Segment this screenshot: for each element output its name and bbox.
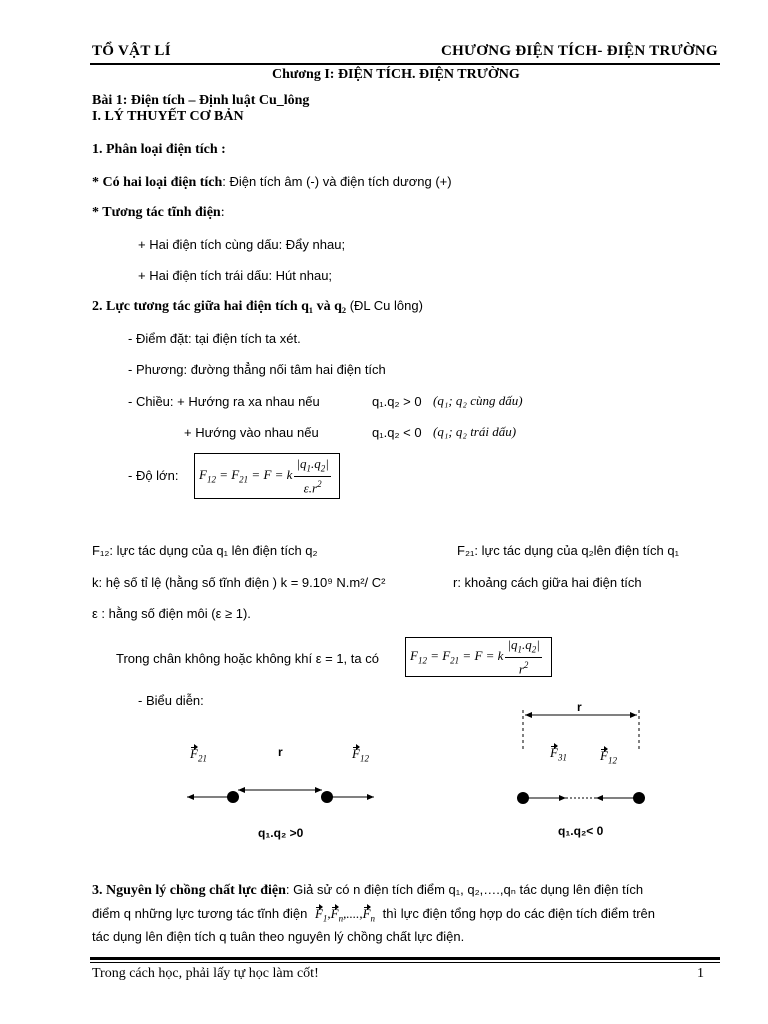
s2-point: - Điểm đặt: tại điện tích ta xét. [128, 331, 301, 346]
s1-heading: 1. Phân loại điện tích : [92, 142, 226, 157]
left-label-f21: $F_{21}$ [190, 746, 207, 764]
coulomb-formula-fraction: $\frac{|q_1.q_2|}{\varepsilon.r^2}$ [296, 456, 329, 495]
s2-vacuum-text: Trong chân không hoặc không khí ε = 1, ta có [116, 651, 379, 666]
footer-rule-thick [90, 957, 720, 960]
s1-charge-types-bold: * Có hai loại điện tích [92, 175, 223, 190]
s1-bullet-same: + Hai điện tích cùng dấu: Đẩy nhau; [138, 237, 346, 252]
left-label-f12: $F_{12}$ [352, 746, 369, 764]
section-title: I. LÝ THUYẾT CƠ BẢN [92, 109, 244, 124]
s2-eps-def: ε : hằng số điện môi (ε ≥ 1). [92, 606, 251, 621]
s3-line2-a: điểm q những lực tương tác tĩnh điện [92, 906, 308, 921]
s3-heading-bold: 3. Nguyên lý chồng chất lực điện [92, 883, 286, 898]
right-label-r: r [577, 700, 582, 714]
left-charge-q2 [321, 791, 333, 803]
s3-line1 [92, 882, 643, 899]
s1-interaction-bold: * Tương tác tĩnh điện [92, 205, 221, 220]
left-caption: q₁.q₂ >0 [258, 826, 304, 840]
s2-sense-in-note: (q₁; q₂ trái dấu) [433, 424, 517, 439]
footer-rule-thin [90, 962, 720, 963]
right-label-f31: $F_{31}$ [550, 745, 567, 763]
opposite-charges-diagram [517, 710, 645, 804]
s3-line1-rest: : Giả sử có n điện tích điểm q₁, q₂,….,qₙ tác dụng lên điện tích [285, 882, 644, 897]
s2-direction: - Phương: đường thẳng nối tâm hai điện tích [128, 362, 386, 377]
s3-line3: tác dụng lên điện tích q tuân theo nguyên lý chồng chất lực điện. [92, 929, 465, 944]
vacuum-formula-lhs: $F_{12} = F_{21} = F = k$ [410, 648, 504, 666]
s2-heading-bold: 2. Lực tương tác giữa hai điện tích q₁ và q₂ [92, 299, 347, 314]
left-charge-q1 [227, 791, 239, 803]
coulomb-formula-lhs: $F_{12} = F_{21} = F = k$ [199, 467, 293, 485]
s2-k-def: k: hệ số tỉ lệ (hằng số tĩnh điện ) k = 9.10⁹ N.m²/ C² [92, 575, 386, 590]
s2-sense-in: + Hướng vào nhau nếu [184, 425, 319, 440]
footer-page-number: 1 [697, 966, 704, 981]
chapter-title: Chương I: ĐIỆN TÍCH. ĐIỆN TRƯỜNG [272, 67, 520, 82]
s3-force-vectors: $F_1,F_n,....,F_n$ [314, 906, 376, 924]
footer-motto: Trong cách học, phải lấy tự học làm cốt! [92, 966, 319, 981]
s2-sense-out: - Chiều: + Hướng ra xa nhau nếu [128, 394, 320, 409]
s2-f12-def: F₁₂: lực tác dụng của q₁ lên điện tích q₂ [92, 543, 318, 558]
right-caption: q₁.q₂< 0 [558, 824, 604, 838]
s3-line2 [92, 906, 655, 924]
s2-f21-def: F₂₁: lực tác dụng của q₂lên điện tích q₁ [457, 543, 679, 558]
right-charge-q2 [633, 792, 645, 804]
s1-interaction-rest: : [220, 205, 225, 220]
s2-sense-out-note: (q₁; q₂ cùng dấu) [433, 393, 523, 408]
lesson-title: Bài 1: Điện tích – Định luật Cu_lông [92, 93, 310, 108]
s2-magnitude-label: - Độ lớn: [128, 468, 179, 483]
s1-charge-types-rest: : Điện tích âm (-) và điện tích dương (+) [222, 174, 452, 189]
s1-bullet-opposite: + Hai điện tích trái dấu: Hút nhau; [138, 268, 333, 283]
s2-sense-out-cond: q₁.q₂ > 0 [372, 394, 422, 409]
header-left: TỔ VẬT LÍ [92, 43, 171, 59]
s2-r-def: r: khoảng cách giữa hai điện tích [453, 575, 642, 590]
header-right: CHƯƠNG ĐIỆN TÍCH- ĐIỆN TRƯỜNG [440, 43, 718, 59]
s3-line2-b: thì lực điện tổng hợp do các điện tích điểm trên [382, 906, 655, 921]
s2-sense-in-cond: q₁.q₂ < 0 [372, 425, 422, 440]
right-charge-q1 [517, 792, 529, 804]
like-charges-diagram [187, 790, 374, 803]
s2-represent: - Biểu diễn: [138, 693, 204, 708]
right-label-f12: $F_{12}$ [600, 748, 617, 766]
vacuum-formula-fraction: $\frac{|q_1.q_2|}{r^2}$ [507, 637, 540, 676]
left-label-r: r [278, 745, 283, 759]
s2-heading-rest: (ĐL Cu lông) [346, 298, 423, 313]
